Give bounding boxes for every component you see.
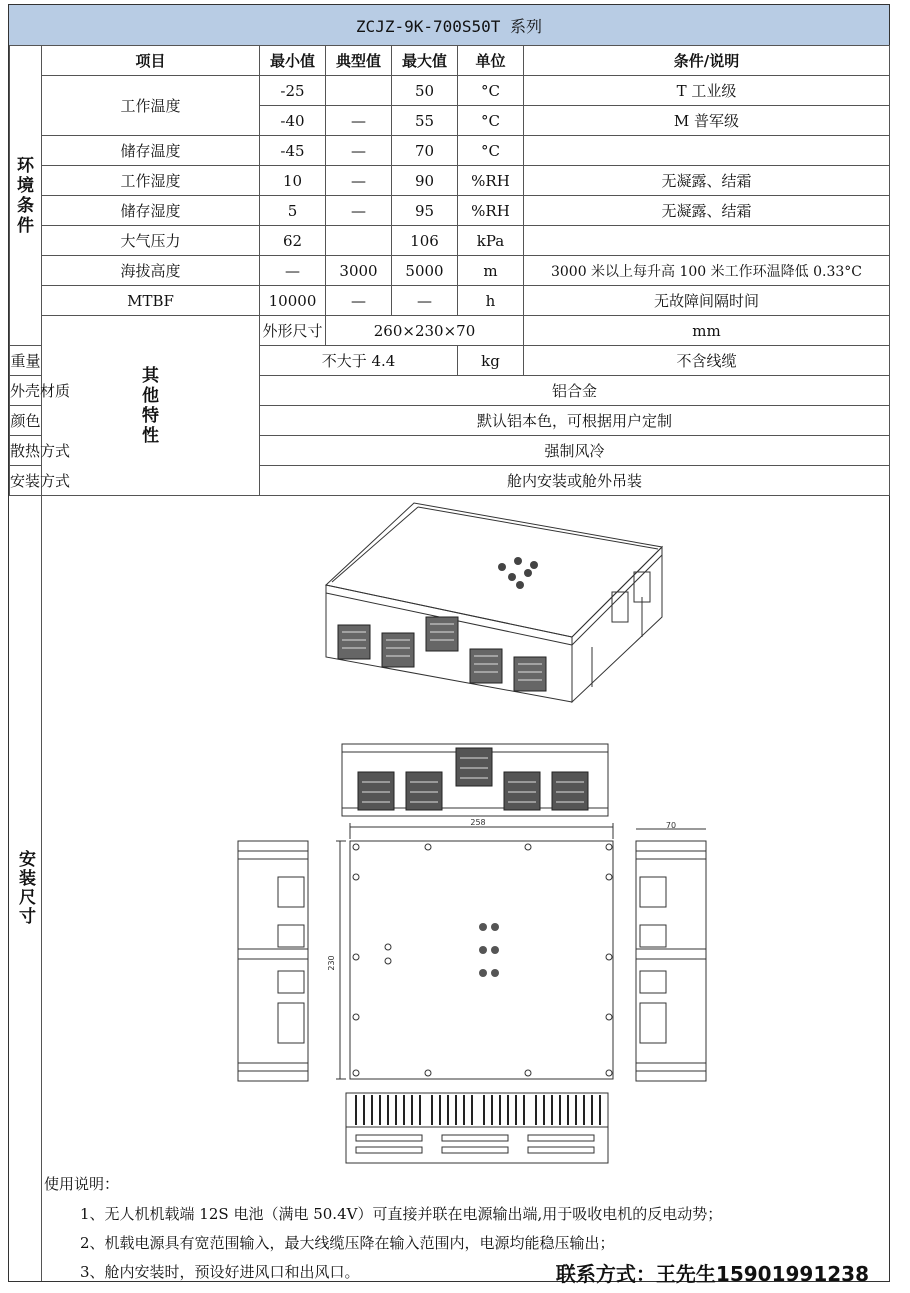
- cell-cond: [524, 226, 890, 256]
- note-item: 1、无人机机载端 12S 电池（满电 50.4V）可直接并联在电源输出端,用于吸收电机的反电动势；: [80, 1205, 723, 1223]
- section-env-label: 环 境 条 件: [10, 46, 42, 346]
- table-row: [10, 316, 890, 346]
- install-drawing-area: [42, 495, 889, 1286]
- cell-cond: 无故障间隔时间: [524, 286, 890, 316]
- cell-item: MTBF: [42, 286, 260, 316]
- spec-table: [9, 45, 890, 496]
- cell-item: 重量: [10, 346, 42, 376]
- notes-title: 使用说明：: [44, 1175, 120, 1193]
- cell-item: 工作温度: [42, 76, 260, 136]
- note-item: 2、机载电源具有宽范围输入，最大线缆压降在输入范围内，电源均能稳压输出；: [80, 1234, 615, 1252]
- rear-view-drawing: [342, 1091, 612, 1167]
- cell-item: 颜色: [10, 406, 42, 436]
- header-cond: 条件/说明: [524, 46, 890, 76]
- cell-unit: m: [458, 256, 524, 286]
- cell-cond: T 工业级: [524, 76, 890, 106]
- table-row: [10, 226, 890, 256]
- cell-cond: 3000 米以上每升高 100 米工作环温降低 0.33°C: [524, 256, 890, 286]
- cell-unit: °C: [458, 136, 524, 166]
- cell-unit: mm: [524, 316, 890, 346]
- cell-item: 安装方式: [10, 466, 42, 496]
- cell-min: 10000: [260, 286, 326, 316]
- isometric-view-drawing: [322, 497, 682, 707]
- cell-unit: kPa: [458, 226, 524, 256]
- cell-typ: —: [326, 196, 392, 226]
- table-row: [10, 196, 890, 226]
- cell-item: 工作湿度: [42, 166, 260, 196]
- cell-value: 铝合金: [260, 376, 890, 406]
- table-row: [10, 166, 890, 196]
- left-side-view-drawing: [234, 837, 314, 1087]
- header-typ: 典型值: [326, 46, 392, 76]
- cell-max: 95: [392, 196, 458, 226]
- cell-item: 储存温度: [42, 136, 260, 166]
- contact-info: 联系方式：王先生15901991238: [555, 1262, 869, 1286]
- cell-max: 70: [392, 136, 458, 166]
- front-view-drawing: [338, 740, 618, 820]
- cell-cond: 无凝露、结霜: [524, 166, 890, 196]
- header-unit: 单位: [458, 46, 524, 76]
- top-view-drawing: [328, 817, 628, 1087]
- table-header-row: [10, 46, 890, 76]
- cell-value: 舱内安装或舱外吊装: [260, 466, 890, 496]
- cell-max: 5000: [392, 256, 458, 286]
- cell-typ: [326, 76, 392, 106]
- section-other-label: 其 他 特 性: [42, 316, 260, 496]
- note-item: 3、舱内安装时，预设好进风口和出风口。: [80, 1263, 360, 1281]
- dim-width-label: 258: [470, 818, 486, 827]
- header-max: 最大值: [392, 46, 458, 76]
- cell-min: -25: [260, 76, 326, 106]
- cell-min: -40: [260, 106, 326, 136]
- cell-unit: kg: [458, 346, 524, 376]
- spec-sheet: [8, 4, 890, 1286]
- cell-min: 10: [260, 166, 326, 196]
- cell-min: —: [260, 256, 326, 286]
- cell-typ: —: [326, 286, 392, 316]
- cell-min: 62: [260, 226, 326, 256]
- cell-typ: —: [326, 106, 392, 136]
- table-row: [10, 286, 890, 316]
- cell-max: 106: [392, 226, 458, 256]
- cell-min: -45: [260, 136, 326, 166]
- cell-typ: 3000: [326, 256, 392, 286]
- cell-max: 55: [392, 106, 458, 136]
- dim-height-label: 230: [327, 955, 336, 971]
- section-install-label: 安装尺寸: [9, 495, 42, 1281]
- cell-value: 260×230×70: [326, 316, 524, 346]
- cell-value: 默认铝本色，可根据用户定制: [260, 406, 890, 436]
- cell-item: 大气压力: [42, 226, 260, 256]
- cell-unit: %RH: [458, 166, 524, 196]
- right-side-view-drawing: [632, 823, 722, 1087]
- cell-item: 外形尺寸: [260, 316, 326, 346]
- cell-max: 90: [392, 166, 458, 196]
- table-row: [10, 76, 890, 106]
- cell-value: 强制风冷: [260, 436, 890, 466]
- cell-typ: —: [326, 166, 392, 196]
- cell-unit: h: [458, 286, 524, 316]
- cell-item: 储存湿度: [42, 196, 260, 226]
- cell-cond: M 普军级: [524, 106, 890, 136]
- cell-value: 不大于 4.4: [260, 346, 458, 376]
- cell-min: 5: [260, 196, 326, 226]
- header-min: 最小值: [260, 46, 326, 76]
- cell-max: 50: [392, 76, 458, 106]
- cell-cond: [524, 136, 890, 166]
- cell-typ: [326, 226, 392, 256]
- cell-max: —: [392, 286, 458, 316]
- cell-item: 外壳材质: [10, 376, 42, 406]
- table-row: [10, 136, 890, 166]
- header-item: 项目: [42, 46, 260, 76]
- dim-depth-label: 70: [665, 821, 677, 830]
- cell-unit: %RH: [458, 196, 524, 226]
- cell-unit: °C: [458, 76, 524, 106]
- table-row: [10, 256, 890, 286]
- cell-item: 散热方式: [10, 436, 42, 466]
- cell-item: 海拔高度: [42, 256, 260, 286]
- cell-cond: 不含线缆: [524, 346, 890, 376]
- cell-cond: 无凝露、结霜: [524, 196, 890, 226]
- sheet-title: ZCJZ-9K-700S50T 系列: [9, 5, 889, 46]
- cell-typ: —: [326, 136, 392, 166]
- cell-unit: °C: [458, 106, 524, 136]
